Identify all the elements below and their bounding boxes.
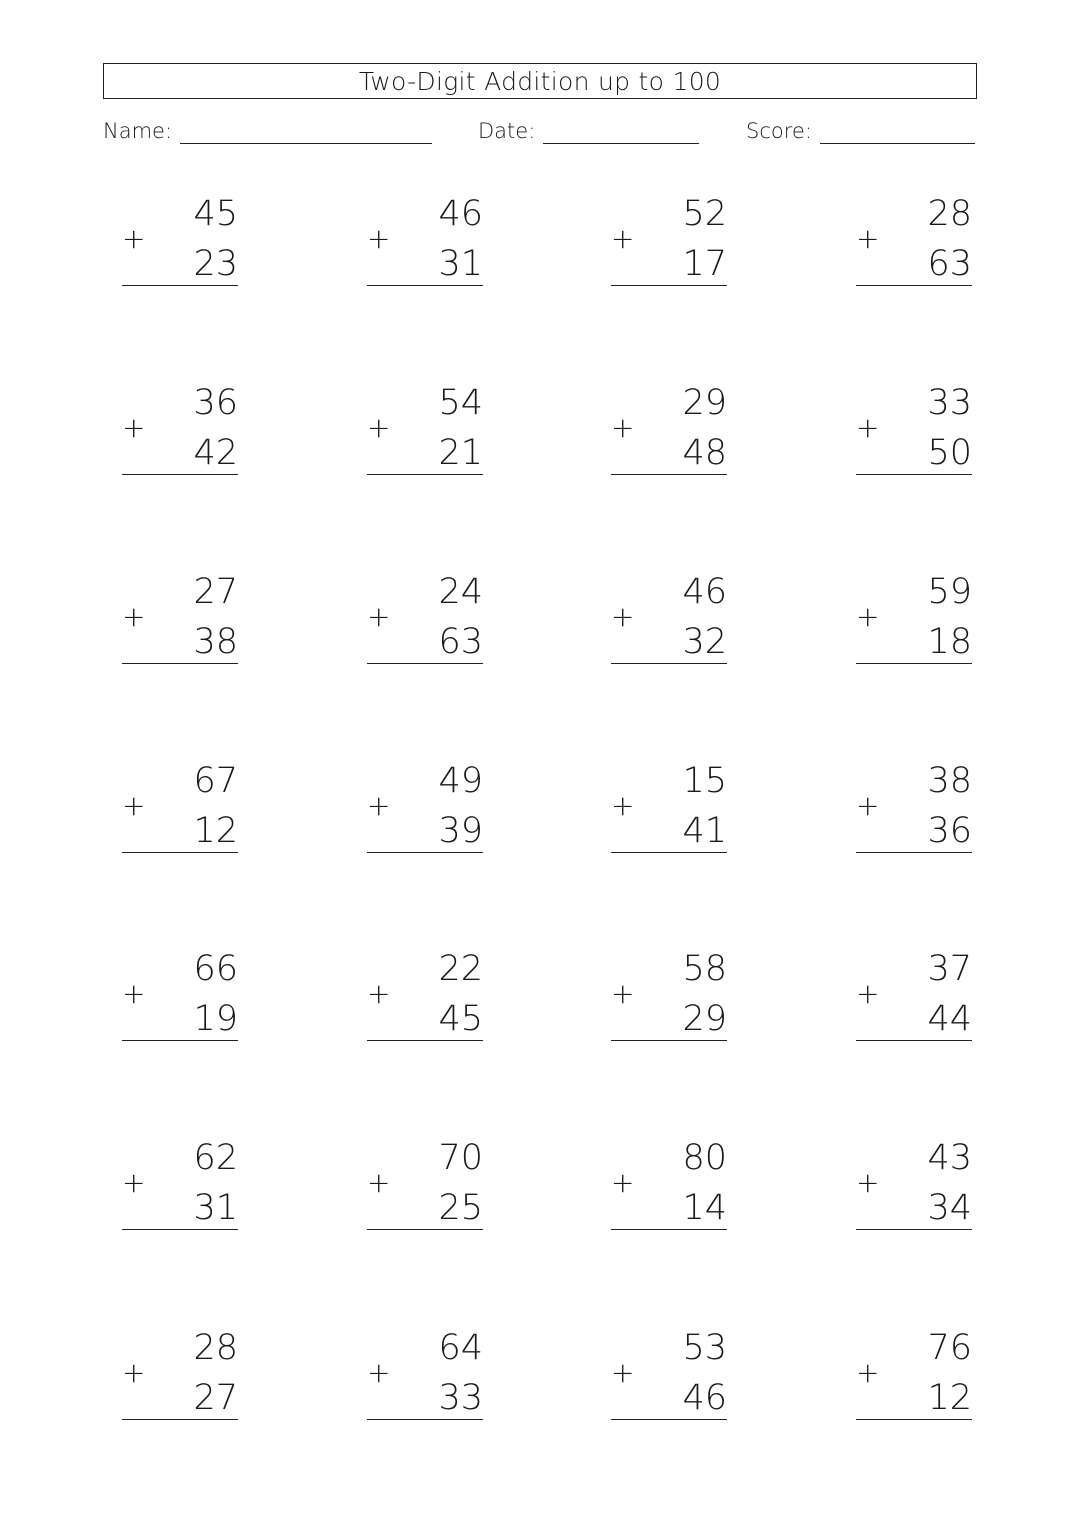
bottom-addend: 21 bbox=[438, 433, 483, 473]
answer-line[interactable] bbox=[367, 1040, 483, 1041]
plus-sign: + bbox=[367, 600, 391, 633]
plus-sign: + bbox=[611, 600, 635, 633]
answer-line[interactable] bbox=[367, 1229, 483, 1230]
plus-sign: + bbox=[122, 977, 146, 1010]
top-addend: 45 bbox=[193, 194, 238, 234]
top-addend: 43 bbox=[927, 1138, 972, 1178]
plus-sign: + bbox=[122, 1356, 146, 1389]
bottom-addend: 31 bbox=[438, 244, 483, 284]
plus-sign: + bbox=[856, 411, 880, 444]
addition-problem bbox=[367, 1138, 483, 1238]
top-addend: 29 bbox=[682, 383, 727, 423]
answer-line[interactable] bbox=[856, 285, 972, 286]
answer-line[interactable] bbox=[367, 474, 483, 475]
bottom-addend: 27 bbox=[193, 1378, 238, 1418]
bottom-addend: 12 bbox=[193, 811, 238, 851]
addition-problem bbox=[122, 949, 238, 1049]
addition-problem bbox=[611, 383, 727, 483]
top-addend: 49 bbox=[438, 761, 483, 801]
answer-line[interactable] bbox=[611, 1040, 727, 1041]
addition-problem bbox=[856, 383, 972, 483]
addition-problem bbox=[122, 1138, 238, 1238]
top-addend: 70 bbox=[438, 1138, 483, 1178]
bottom-addend: 63 bbox=[438, 622, 483, 662]
date-label: Date: bbox=[478, 119, 536, 143]
answer-line[interactable] bbox=[122, 474, 238, 475]
addition-problem bbox=[122, 572, 238, 672]
top-addend: 38 bbox=[927, 761, 972, 801]
addition-problem bbox=[856, 761, 972, 861]
plus-sign: + bbox=[856, 600, 880, 633]
bottom-addend: 42 bbox=[193, 433, 238, 473]
addition-problem bbox=[367, 572, 483, 672]
addition-problem bbox=[611, 1138, 727, 1238]
plus-sign: + bbox=[856, 222, 880, 255]
addition-problem bbox=[122, 761, 238, 861]
plus-sign: + bbox=[367, 789, 391, 822]
top-addend: 52 bbox=[682, 194, 727, 234]
top-addend: 22 bbox=[438, 949, 483, 989]
top-addend: 67 bbox=[193, 761, 238, 801]
top-addend: 28 bbox=[927, 194, 972, 234]
addition-problem bbox=[367, 194, 483, 294]
addition-problem bbox=[611, 572, 727, 672]
top-addend: 76 bbox=[927, 1328, 972, 1368]
answer-line[interactable] bbox=[122, 1229, 238, 1230]
addition-problem bbox=[367, 761, 483, 861]
bottom-addend: 45 bbox=[438, 999, 483, 1039]
top-addend: 28 bbox=[193, 1328, 238, 1368]
answer-line[interactable] bbox=[367, 852, 483, 853]
answer-line[interactable] bbox=[611, 852, 727, 853]
top-addend: 24 bbox=[438, 572, 483, 612]
addition-problem bbox=[122, 383, 238, 483]
bottom-addend: 32 bbox=[682, 622, 727, 662]
plus-sign: + bbox=[367, 411, 391, 444]
plus-sign: + bbox=[367, 222, 391, 255]
plus-sign: + bbox=[611, 1356, 635, 1389]
top-addend: 59 bbox=[927, 572, 972, 612]
answer-line[interactable] bbox=[856, 1229, 972, 1230]
top-addend: 15 bbox=[682, 761, 727, 801]
top-addend: 54 bbox=[438, 383, 483, 423]
top-addend: 80 bbox=[682, 1138, 727, 1178]
plus-sign: + bbox=[856, 977, 880, 1010]
answer-line[interactable] bbox=[122, 663, 238, 664]
addition-problem bbox=[122, 1328, 238, 1428]
top-addend: 27 bbox=[193, 572, 238, 612]
plus-sign: + bbox=[122, 789, 146, 822]
addition-problem bbox=[367, 949, 483, 1049]
top-addend: 46 bbox=[682, 572, 727, 612]
top-addend: 33 bbox=[927, 383, 972, 423]
bottom-addend: 18 bbox=[927, 622, 972, 662]
addition-problem bbox=[367, 1328, 483, 1428]
addition-problem bbox=[856, 194, 972, 294]
bottom-addend: 50 bbox=[927, 433, 972, 473]
top-addend: 64 bbox=[438, 1328, 483, 1368]
plus-sign: + bbox=[856, 1356, 880, 1389]
plus-sign: + bbox=[611, 1166, 635, 1199]
plus-sign: + bbox=[611, 222, 635, 255]
bottom-addend: 63 bbox=[927, 244, 972, 284]
answer-line[interactable] bbox=[122, 1419, 238, 1420]
plus-sign: + bbox=[611, 411, 635, 444]
bottom-addend: 14 bbox=[682, 1188, 727, 1228]
top-addend: 66 bbox=[193, 949, 238, 989]
addition-problem bbox=[122, 194, 238, 294]
worksheet-title: Two-Digit Addition up to 100 bbox=[103, 63, 977, 99]
top-addend: 53 bbox=[682, 1328, 727, 1368]
answer-line[interactable] bbox=[367, 285, 483, 286]
answer-line[interactable] bbox=[367, 663, 483, 664]
plus-sign: + bbox=[367, 1356, 391, 1389]
bottom-addend: 48 bbox=[682, 433, 727, 473]
plus-sign: + bbox=[856, 1166, 880, 1199]
bottom-addend: 33 bbox=[438, 1378, 483, 1418]
bottom-addend: 38 bbox=[193, 622, 238, 662]
addition-problem bbox=[611, 194, 727, 294]
bottom-addend: 19 bbox=[193, 999, 238, 1039]
plus-sign: + bbox=[611, 977, 635, 1010]
answer-line[interactable] bbox=[856, 1040, 972, 1041]
bottom-addend: 34 bbox=[927, 1188, 972, 1228]
top-addend: 37 bbox=[927, 949, 972, 989]
answer-line[interactable] bbox=[856, 1419, 972, 1420]
bottom-addend: 17 bbox=[682, 244, 727, 284]
bottom-addend: 23 bbox=[193, 244, 238, 284]
answer-line[interactable] bbox=[611, 474, 727, 475]
answer-line[interactable] bbox=[856, 852, 972, 853]
bottom-addend: 46 bbox=[682, 1378, 727, 1418]
top-addend: 36 bbox=[193, 383, 238, 423]
addition-problem bbox=[367, 383, 483, 483]
addition-problem bbox=[856, 1138, 972, 1238]
addition-problem bbox=[856, 572, 972, 672]
plus-sign: + bbox=[122, 411, 146, 444]
addition-problem bbox=[856, 949, 972, 1049]
answer-line[interactable] bbox=[611, 285, 727, 286]
answer-line[interactable] bbox=[856, 474, 972, 475]
addition-problem bbox=[611, 761, 727, 861]
plus-sign: + bbox=[611, 789, 635, 822]
bottom-addend: 29 bbox=[682, 999, 727, 1039]
plus-sign: + bbox=[122, 1166, 146, 1199]
answer-line[interactable] bbox=[856, 663, 972, 664]
answer-line[interactable] bbox=[122, 285, 238, 286]
plus-sign: + bbox=[856, 789, 880, 822]
bottom-addend: 31 bbox=[193, 1188, 238, 1228]
answer-line[interactable] bbox=[122, 852, 238, 853]
answer-line[interactable] bbox=[611, 1229, 727, 1230]
top-addend: 58 bbox=[682, 949, 727, 989]
score-label: Score: bbox=[746, 119, 812, 143]
addition-problem bbox=[611, 1328, 727, 1428]
answer-line[interactable] bbox=[122, 1040, 238, 1041]
plus-sign: + bbox=[367, 1166, 391, 1199]
name-label: Name: bbox=[103, 119, 173, 143]
bottom-addend: 25 bbox=[438, 1188, 483, 1228]
answer-line[interactable] bbox=[367, 1419, 483, 1420]
answer-line[interactable] bbox=[611, 1419, 727, 1420]
addition-problem bbox=[611, 949, 727, 1049]
addition-problem bbox=[856, 1328, 972, 1428]
top-addend: 62 bbox=[193, 1138, 238, 1178]
bottom-addend: 12 bbox=[927, 1378, 972, 1418]
bottom-addend: 36 bbox=[927, 811, 972, 851]
bottom-addend: 41 bbox=[682, 811, 727, 851]
plus-sign: + bbox=[122, 222, 146, 255]
bottom-addend: 39 bbox=[438, 811, 483, 851]
top-addend: 46 bbox=[438, 194, 483, 234]
bottom-addend: 44 bbox=[927, 999, 972, 1039]
plus-sign: + bbox=[122, 600, 146, 633]
answer-line[interactable] bbox=[611, 663, 727, 664]
plus-sign: + bbox=[367, 977, 391, 1010]
